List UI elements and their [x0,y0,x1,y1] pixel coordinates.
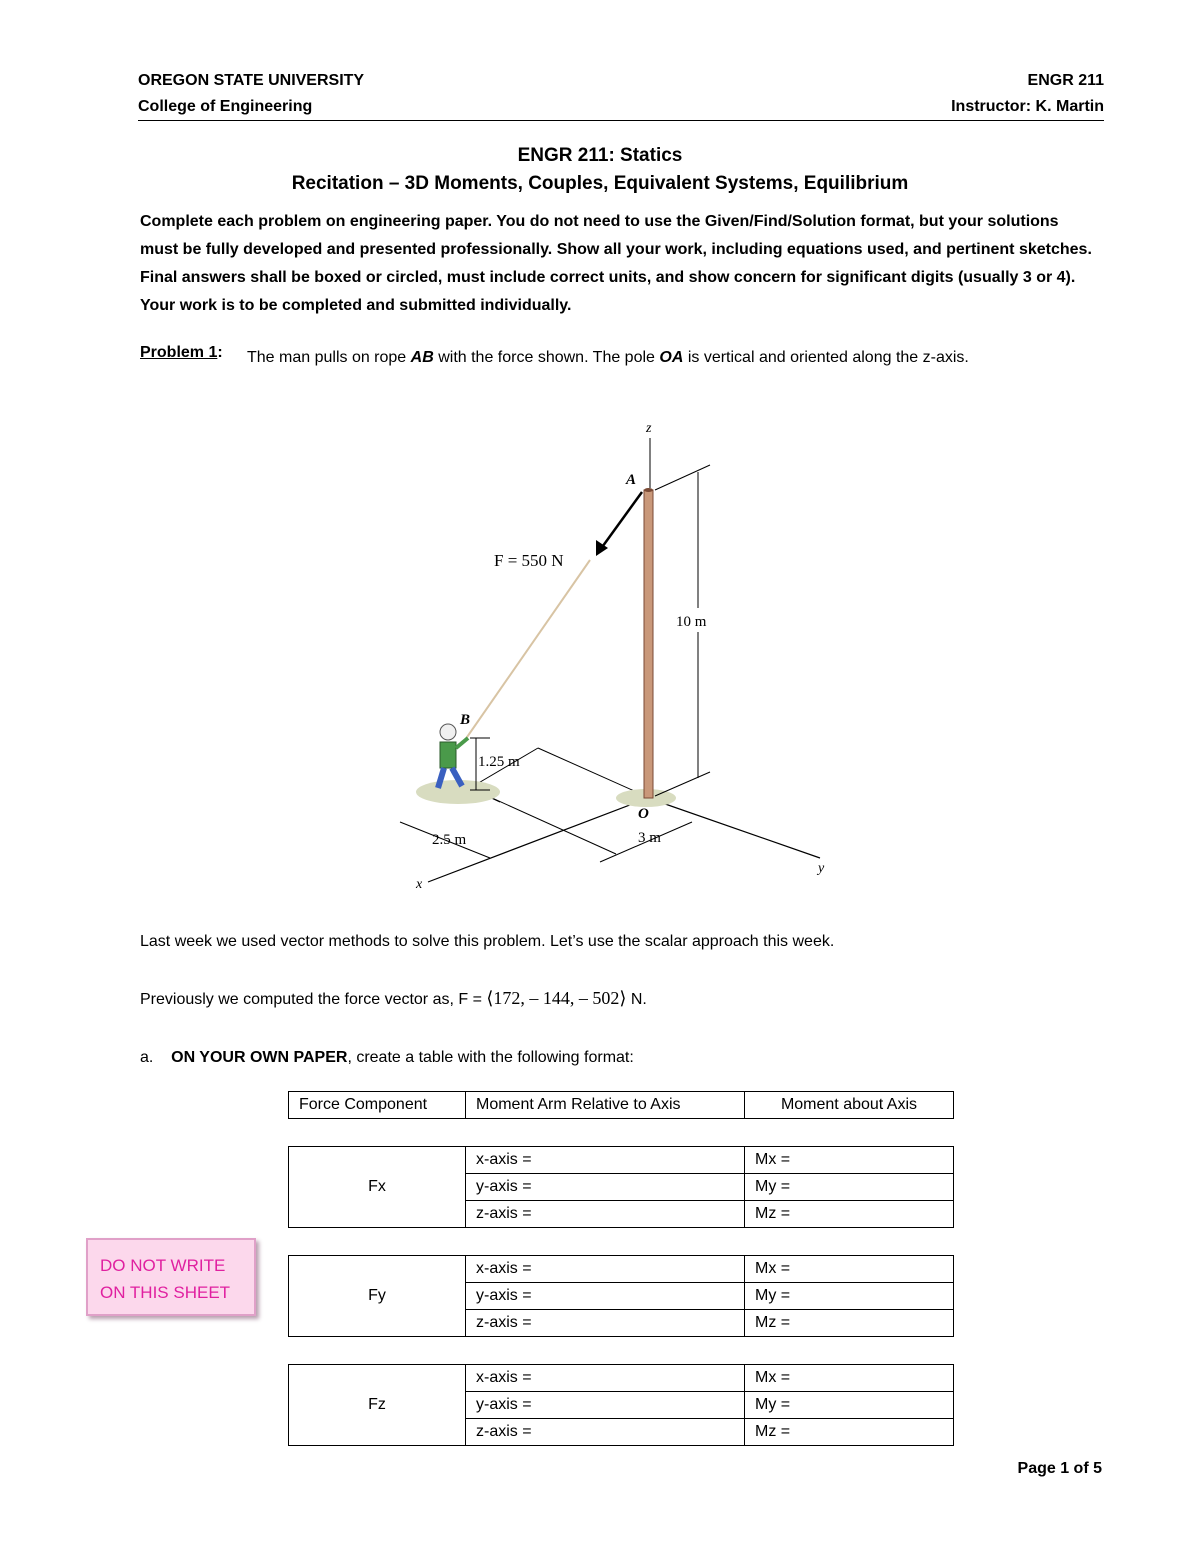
force-label: F = 550 N [494,551,564,570]
college-name: College of Engineering [138,98,313,115]
do-not-write-stamp [86,1238,256,1316]
y-axis-line [648,798,820,858]
rope-ab [465,560,590,740]
component-fx: Fx [289,1147,466,1228]
instructor: Instructor: K. Martin [951,98,1104,115]
point-a-label: A [626,472,637,488]
table-header [288,1091,954,1119]
component-fy: Fy [289,1256,466,1337]
stamp-line-1: DO NOT WRITE [100,1256,226,1275]
problem-1-label: Problem 1: [140,344,223,361]
dim-1-25-label: 1.25 m [478,754,520,770]
table-group-fy: Fy x-axis = Mx = y-axis = My = z-axis = Mz = [288,1255,954,1337]
pole-oa [644,490,653,798]
man-head [440,724,456,740]
vector-note: Previously we computed the force vector as, F = ⟨172, – 144, – 502⟩ N. [140,988,647,1008]
point-b-label: B [460,712,471,728]
header-rule [138,120,1104,121]
header-moment-arm: Moment Arm Relative to Axis [466,1092,745,1119]
dim-3-label: 3 m [638,830,661,846]
z-axis-label: z [646,421,652,436]
problem-1-text: The man pulls on rope AB with the force shown. The pole OA is vertical and oriented along the z-axis. [247,349,969,366]
component-fz: Fz [289,1365,466,1446]
part-a: a. ON YOUR OWN PAPER, create a table with the following format: [140,1049,634,1066]
pole-rope-figure [380,410,860,900]
page-number: Page 1 of 5 [1017,1460,1102,1477]
header-moment: Moment about Axis [745,1092,954,1119]
y-axis-label: y [818,861,825,876]
header-force-component: Force Component [289,1092,466,1119]
man-torso [440,742,456,768]
page-subtitle: Recitation – 3D Moments, Couples, Equivalent Systems, Equilibrium [291,173,909,194]
instructions: Complete each problem on engineering paper. You do not need to use the Given/Find/Solution format, but your solutions must be fully developed and presented professionally. Show all your work, including equations used, and pertinent sketches. Final answers shall be boxed or circled, must include correct units, and show concern for significant digits (usually 3 or 4). Your work is to be completed and submitted individually. [140,213,1092,314]
stamp-line-2: ON THIS SHEET [100,1283,231,1302]
university-name: OREGON STATE UNIVERSITY [138,72,365,89]
force-arrow [600,492,642,550]
dim-10-label: 10 m [676,614,707,630]
course-code: ENGR 211 [1027,72,1104,89]
table-group-fx: Fx x-axis = Mx = y-axis = My = z-axis = Mz = [288,1146,954,1228]
page-title: ENGR 211: Statics [517,145,683,166]
dim-2-5-label: 2.5 m [432,832,467,848]
x-axis-label: x [416,877,423,892]
table-group-fz: Fz x-axis = Mx = y-axis = My = z-axis = Mz = [288,1364,954,1446]
point-o-label: O [638,806,649,822]
scalar-note: Last week we used vector methods to solve this problem. Let’s use the scalar approach this week. [140,933,835,950]
